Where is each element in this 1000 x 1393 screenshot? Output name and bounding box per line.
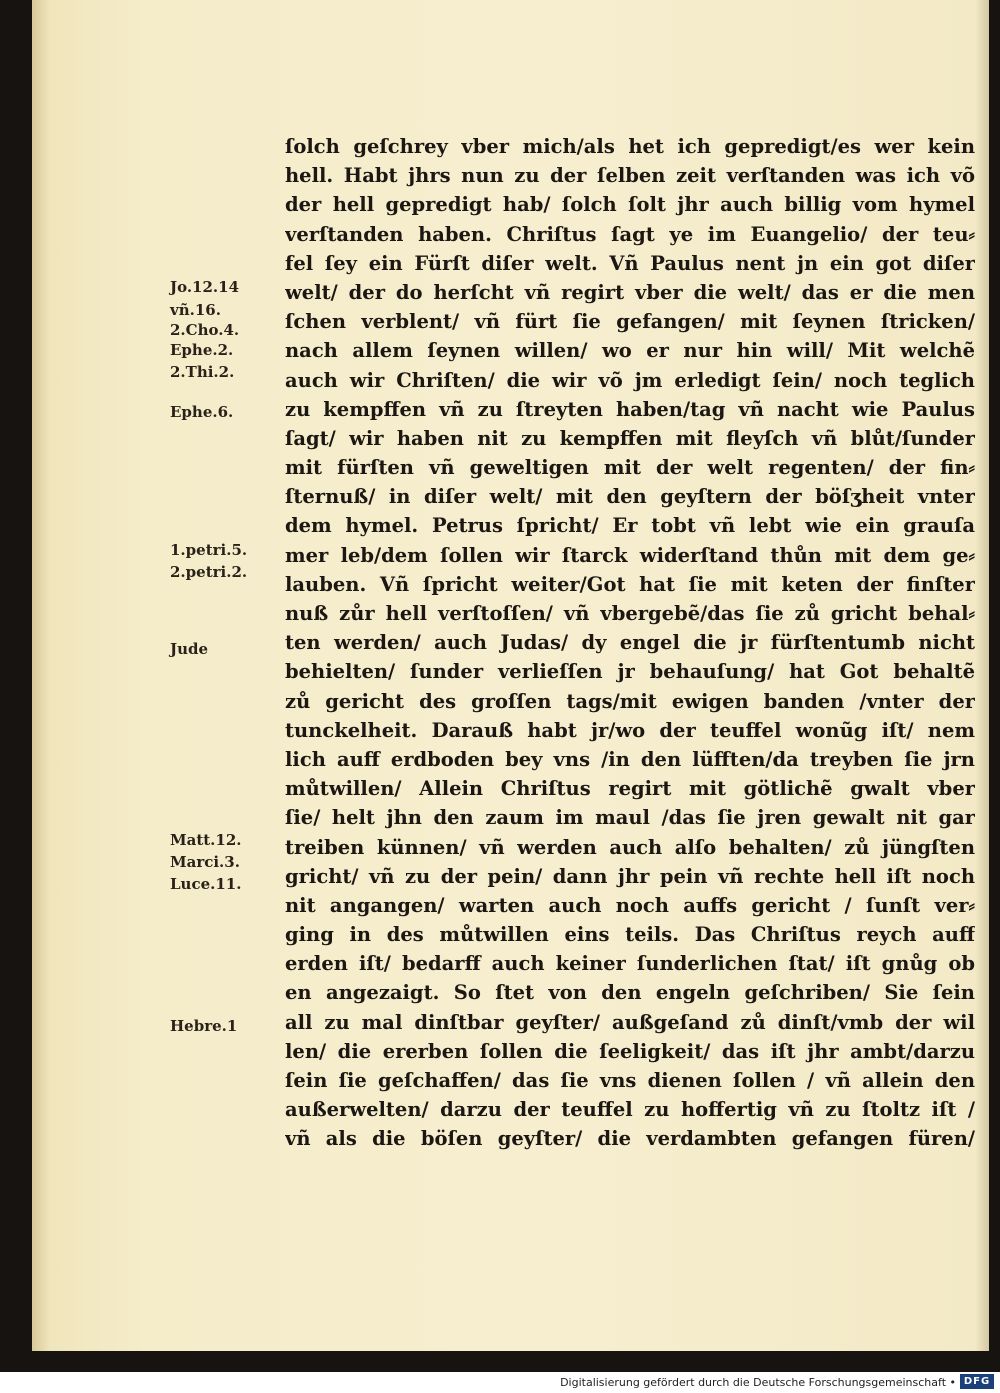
marginal-note: Marci.3. — [170, 853, 240, 871]
text-line: tunckelheit. Darauß habt jr/wo der teuffel wonũg iſt/ nem — [285, 718, 975, 742]
text-line: ſchen verblent/ vñ fürt ſie gefangen/ mit ſeynen ſtricken/ — [285, 310, 975, 334]
text-line: gricht/ vñ zu der pein/ dann jhr pein vñ rechte hell iſt noch — [285, 864, 975, 888]
marginal-note: Matt.12. — [170, 831, 242, 849]
text-line: nuß zůr hell verſtoſſen/ vñ vbergebẽ/das ſie zů gricht behal⸗ — [285, 602, 975, 625]
marginal-note: 2.Cho.4. — [170, 321, 240, 339]
text-line: ten werden/ auch Judas/ dy engel die jr fürſtentumb nicht — [285, 631, 975, 655]
text-line: treiben künnen/ vñ werden auch alſo behalten/ zů jüngſten — [285, 835, 975, 859]
text-line: all zu mal dinſtbar geyſter/ außgeſand zů dinſt/vmb der wil — [285, 1010, 975, 1034]
text-line: hell. Habt jhrs nun zu der ſelben zeit verſtanden was ich võ — [285, 164, 975, 188]
text-line: erden iſt/ bedarff auch keiner ſunderlichen ſtat/ iſt gnůg ob — [285, 952, 975, 976]
text-line: fel ſey ein Fürſt diſer welt. Vñ Paulus nent jn ein got diſer — [285, 251, 975, 275]
footer-bar — [0, 1372, 1000, 1393]
text-line: der hell gepredigt hab/ ſolch ſolt jhr auch billig vom hymel — [285, 193, 975, 217]
marginal-note: 2.petri.2. — [170, 563, 248, 581]
text-line: behielten/ ſunder verlieſſen jr behauſung/ hat Got behaltẽ — [285, 660, 975, 684]
marginal-note: vñ.16. — [170, 301, 221, 319]
text-line: mit fürſten vñ geweltigen mit der welt regenten/ der fin⸗ — [285, 456, 975, 480]
text-line: ſie/ helt jhn den zaum im maul /das ſie jren gewalt nit gar — [285, 806, 975, 830]
text-line: můtwillen/ Allein Chriſtus regirt mit götlichẽ gwalt vber — [285, 777, 975, 801]
marginal-note: 1.petri.5. — [170, 541, 248, 559]
marginal-note: Ephe.6. — [170, 403, 234, 421]
marginal-note: Ephe.2. — [170, 341, 234, 359]
funding-credit: Digitalisierung gefördert durch die Deutsche Forschungsgemeinschaft • — [560, 1376, 956, 1389]
text-line: zu kempffen vñ zu ſtreyten haben/tag vñ nacht wie Paulus — [285, 397, 975, 421]
text-line: nach allem ſeynen willen/ wo er nur hin will/ Mit welchẽ — [285, 339, 975, 363]
text-line: nit angangen/ warten auch noch auffs gericht / ſunſt ver⸗ — [285, 893, 975, 917]
text-line: lauben. Vñ ſpricht weiter/Got hat ſie mit keten der finſter — [285, 572, 975, 596]
text-line: dem hymel. Petrus ſpricht/ Er tobt vñ lebt wie ein grauſa — [285, 514, 975, 538]
text-line: en angezaigt. So ſtet von den engeln geſchriben/ Sie ſein — [285, 981, 975, 1005]
text-line: zů gericht des groſſen tags/mit ewigen banden /vnter der — [285, 689, 975, 713]
text-line: auch wir Chriſten/ die wir võ jm erledigt ſein/ noch teglich — [285, 368, 975, 392]
text-line: len/ die ererben ſollen die ſeeligkeit/ das iſt jhr ambt/darzu — [285, 1039, 975, 1063]
marginal-note: Luce.11. — [170, 875, 242, 893]
text-line: verſtanden haben. Chriſtus ſagt ye im Euangelio/ der teu⸗ — [285, 222, 975, 246]
text-line: mer leb/dem ſollen wir ſtarck widerſtand thůn mit dem ge⸗ — [285, 543, 975, 567]
dfg-logo: DFG — [960, 1374, 994, 1389]
marginal-note: 2.Thi.2. — [170, 363, 235, 381]
marginal-note: Jude — [170, 640, 209, 658]
text-line: ſternuß/ in diſer welt/ mit den geyſtern der böſʒheit vnter — [285, 485, 975, 509]
book-page — [32, 0, 989, 1351]
text-line: lich auff erdboden bey vns /in den lüfften/da treyben ſie jrn — [285, 747, 975, 771]
text-line: ſein ſie geſchaffen/ das ſie vns dienen ſollen / vñ allein den — [285, 1069, 975, 1092]
marginal-notes — [32, 0, 248, 1035]
text-line: ſolch geſchrey vber mich/als het ich gepredigt/es wer kein — [285, 135, 975, 158]
body-text — [285, 132, 975, 1154]
text-line: außerwelten/ darzu der teuffel zu hoffertig vñ zu ſtoltz iſt / — [285, 1098, 975, 1122]
marginal-note: Hebre.1 — [170, 1017, 238, 1035]
text-line: welt/ der do herſcht vñ regirt vber die welt/ das er die men — [285, 280, 975, 304]
text-line: ſagt/ wir haben nit zu kempffen mit fleyſch vñ blůt/ſunder — [285, 426, 975, 450]
marginal-note: Jo.12.14 — [170, 278, 240, 296]
text-line: vñ als die böſen geyſter/ die verdambten gefangen füren/ — [285, 1127, 975, 1151]
text-line: ging in des můtwillen eins teils. Das Chriſtus reych auff — [285, 923, 975, 947]
